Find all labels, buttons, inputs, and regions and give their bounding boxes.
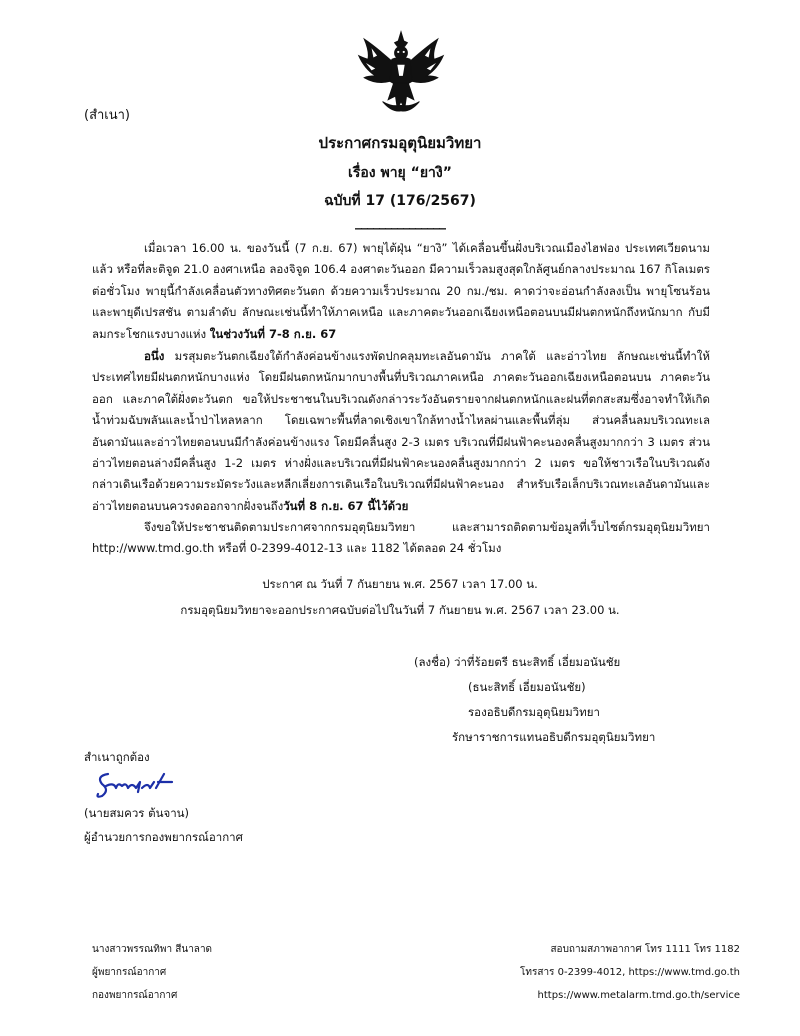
footer-person-name: นางสาวพรรณทิพา สีนาลาด: [92, 944, 213, 955]
certifier-name: (นายสมควร ต้นจาน): [84, 806, 189, 820]
footer-contact-info: [520, 938, 740, 1007]
paragraph-emphasis: วันที่ 8 ก.ย. 67 นี้ไว้ด้วย: [283, 498, 409, 513]
paragraph-text: จึงขอให้ประชาชนติดตามประกาศจากกรมอุตุนิยมวิทยา และสามารถติดตามข้อมูลที่เว็บไซต์กรมอุตุนิยมวิทยา http://www.tmd.go.th หรือที่ 0-2399-4012-13 และ 1182 ได้ตลอด 24 ชั่วโมง: [92, 520, 710, 556]
signatory-acting-position: รักษาราชการแทนอธิบดีกรมอุตุนิยมวิทยา: [452, 730, 656, 744]
certification-label: สำเนาถูกต้อง: [84, 750, 150, 764]
signatory-name: (ธนะสิทธิ์ เอี่ยมอนันชัย): [468, 680, 586, 694]
copy-label: (สำเนา): [84, 108, 131, 123]
signatory-position: รองอธิบดีกรมอุตุนิยมวิทยา: [468, 705, 600, 719]
footer-contact-person: [92, 938, 212, 1007]
announcement-title: ประกาศกรมอุตุนิยมวิทยา: [318, 134, 482, 152]
announcement-issue-number: ฉบับที่ 17 (176/2567): [324, 193, 476, 209]
footer-person-division: กองพยากรณ์อากาศ: [92, 990, 178, 1001]
title-separator: _______________: [355, 214, 445, 230]
issued-datetime: ประกาศ ณ วันที่ 7 กันยายน พ.ศ. 2567 เวลา 17.00 น.: [262, 577, 538, 591]
garuda-emblem-icon: [355, 28, 447, 120]
paragraph-text: มรสุมตะวันตกเฉียงใต้กำลังค่อนข้างแรงพัดปกคลุมทะเลอันดามัน ภาคใต้ และอ่าวไทย ลักษณะเช่นนี้ทำให้ประเทศไทยมีฝนตกหนักบางแห่ง โดยมีฝนตกหนักมากบางพื้นที่บริเวณภาคเหนือ ภาคตะวันออกเฉียงเหนือตอนบน ภาคตะวันออก และภาคใต้ฝั่งตะวันตก ขอให้ประชาชนในบริเวณดังกล่าวระวังอันตรายจากฝนตกหนักและฝนที่ตกสะสมซึ่งอาจทำให้เกิดน้ำท่วมฉับพลันและน้ำป่าไหลหลาก โดยเฉพาะพื้นที่ลาดเชิงเขาใกล้ทางน้ำไหลผ่านและพื้นที่ลุ่ม ส่วนคลื่นลมบริเวณทะเลอันดามันและอ่าวไทยตอนบนมีกำลังค่อนข้างแรง โดยมีคลื่นสูง 2-3 เมตร บริเวณที่มีฝนฟ้าคะนองคลื่นสูงมากกว่า 3 เมตร ส่วนอ่าวไทยตอนล่างมีคลื่นสูง 1-2 เมตร ห่างฝั่งและบริเวณที่มีฝนฟ้าคะนองคลื่นสูงมากกว่า 2 เมตร ขอให้ชาวเรือในบริเวณดังกล่าวเดินเรือด้วยความระมัดระวังและหลีกเลี่ยงการเดินเรือในบริเวณที่มีฝนฟ้าคะนอง สำหรับเรือเล็กบริเวณทะเลอันดามันและอ่าวไทยตอนบนควรงดออกจากฝั่งจนถึง: [92, 349, 710, 513]
footer-fax-website: โทรสาร 0-2399-4012, https://www.tmd.go.th: [520, 967, 740, 978]
announcement-subject: เรื่อง พายุ “ยางิ”: [348, 165, 452, 181]
certifier-position: ผู้อำนวยการกองพยากรณ์อากาศ: [84, 830, 243, 844]
footer-service-url: https://www.metalarm.tmd.go.th/service: [537, 990, 740, 1001]
footer-person-role: ผู้พยากรณ์อากาศ: [92, 967, 167, 978]
paragraph-text: เมื่อเวลา 16.00 น. ของวันนี้ (7 ก.ย. 67) พายุไต้ฝุ่น “ยางิ” ได้เคลื่อนขึ้นฝั่งบริเวณเมืองไฮฟอง ประเทศเวียดนามแล้ว หรือที่ละติจูด 21.0 องศาเหนือ ลองจิจูด 106.4 องศาตะวันออก มีความเร็วลมสูงสุดใกล้ศูนย์กลางประมาณ 167 กิโลเมตรต่อชั่วโมง พายุนี้กำลังเคลื่อนตัวทางทิศตะวันตก ด้วยความเร็วประมาณ 20 กม./ชม. คาดว่าจะอ่อนกำลังลงเป็น พายุโซนร้อน และพายุดีเปรสชัน ตามลำดับ ลักษณะเช่นนี้ทำให้ภาคเหนือ และภาคตะวันออกเฉียงเหนือตอนบนมีฝนตกหนักถึงหนักมาก กับมีลมกระโชกแรงบางแห่ง: [92, 241, 710, 341]
next-issue-datetime: กรมอุตุนิยมวิทยาจะออกประกาศฉบับต่อไปในวันที่ 7 กันยายน พ.ศ. 2567 เวลา 23.00 น.: [180, 603, 620, 617]
signatory-block: [390, 650, 730, 750]
paragraph-monsoon-warning: [92, 346, 710, 517]
paragraph-storm-status: [92, 238, 710, 345]
handwritten-signature: [92, 768, 176, 802]
paragraph-emphasis: ในช่วงวันที่ 7-8 ก.ย. 67: [209, 326, 337, 341]
paragraph-follow-updates: [92, 517, 710, 560]
paragraph-lead: อนึ่ง: [144, 349, 165, 363]
footer-phone-line: สอบถามสภาพอากาศ โทร 1111 โทร 1182: [550, 944, 740, 955]
signatory-signed-line: (ลงชื่อ) ว่าที่ร้อยตรี ธนะสิทธิ์ เอี่ยมอนันชัย: [414, 655, 621, 669]
